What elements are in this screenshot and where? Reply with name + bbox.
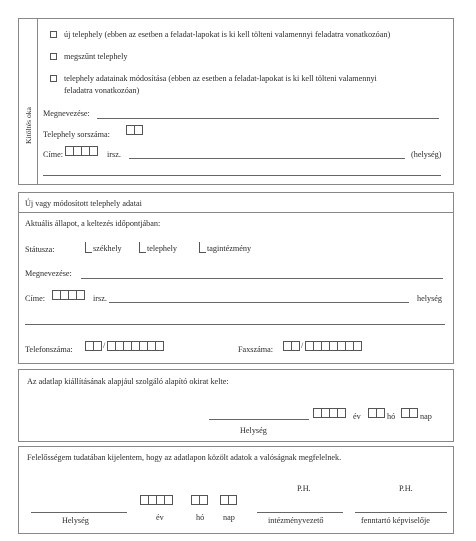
- checkbox-new-site[interactable]: [50, 31, 57, 38]
- fax-boxes[interactable]: /: [283, 341, 361, 351]
- state-line: Aktuális állapot, a keltezés időpontjában:: [25, 219, 161, 228]
- head-signature-field[interactable]: [257, 512, 343, 513]
- sign-city-field[interactable]: [31, 512, 127, 513]
- city-field-2[interactable]: [109, 302, 409, 303]
- declaration-text: Felelősségem tudatában kijelentem, hogy az adatlapon közölt adatok a valóságnak megfelelnek.: [27, 453, 342, 462]
- founding-month-label: hó: [387, 412, 396, 421]
- checkbox-closed-site[interactable]: [50, 53, 57, 60]
- side-label: Kitöltés oka: [24, 107, 33, 144]
- name-field[interactable]: [97, 118, 439, 119]
- status-hq-label: székhely: [93, 244, 122, 253]
- label-zip: irsz.: [107, 150, 121, 159]
- label-address: Címe:: [43, 150, 64, 159]
- label-status: Státusza:: [25, 245, 55, 254]
- sign-day-boxes[interactable]: [220, 495, 236, 505]
- option-modify-site-cont: feladatra vonatkozóan): [64, 86, 140, 95]
- founding-city-field[interactable]: [209, 419, 309, 420]
- side-column-divider: [37, 19, 38, 184]
- sign-day-label: nap: [223, 513, 235, 522]
- head-signature-label: intézményvezető: [268, 516, 324, 525]
- status-site[interactable]: [139, 242, 177, 253]
- sign-month-boxes[interactable]: [191, 495, 207, 505]
- sign-city-label: Helység: [62, 516, 89, 525]
- label-phone: Telefonszáma:: [25, 345, 73, 354]
- label-zip-2: irsz.: [93, 294, 107, 303]
- founding-year-label: év: [353, 412, 361, 421]
- status-member[interactable]: [199, 242, 251, 253]
- founding-title: Az adatlap kiállításának alapjául szolgáló alapító okirat kelte:: [27, 377, 229, 386]
- option-modify-site: telephely adatainak módosítása (ebben az esetben a feladat-lapokat is ki kell tölteni valamennyi: [64, 74, 377, 83]
- section-declaration: [18, 446, 454, 534]
- owner-signature-label: fenntartó képviselője: [361, 516, 430, 525]
- label-city-2: helység: [417, 294, 443, 303]
- founding-day-label: nap: [420, 412, 432, 421]
- label-city: (helység): [411, 150, 442, 159]
- title-divider: [19, 212, 453, 213]
- site-number-boxes[interactable]: [126, 125, 142, 135]
- city-field[interactable]: [129, 158, 405, 159]
- founding-day-boxes[interactable]: [401, 408, 417, 418]
- section-site-data: [18, 192, 454, 364]
- stamp-2: P.H.: [399, 484, 413, 493]
- zip-boxes-2[interactable]: [52, 290, 84, 300]
- address-field-2[interactable]: [43, 175, 441, 176]
- sign-year-label: év: [156, 513, 164, 522]
- founding-city-label: Helység: [240, 426, 267, 435]
- name-field-2[interactable]: [81, 278, 443, 279]
- label-address-2: Címe:: [25, 294, 46, 303]
- section-title: Új vagy módosított telephely adatai: [25, 199, 142, 208]
- option-closed-site: megszűnt telephely: [64, 52, 128, 61]
- checkbox-modify-site[interactable]: [50, 75, 57, 82]
- status-member-label: tagintézmény: [207, 244, 252, 253]
- section-founding-doc: [18, 369, 454, 442]
- stamp-1: P.H.: [297, 484, 311, 493]
- status-site-label: telephely: [147, 244, 178, 253]
- status-hq[interactable]: [85, 242, 122, 253]
- option-new-site: új telephely (ebben az esetben a feladat-lapokat is ki kell tölteni valamennyi feladatra vonatkozóan): [64, 30, 391, 39]
- sign-month-label: hó: [196, 513, 205, 522]
- label-name: Megnevezése:: [43, 109, 90, 118]
- owner-signature-field[interactable]: [355, 512, 447, 513]
- label-fax: Faxszáma:: [238, 345, 274, 354]
- section-reason: [18, 18, 454, 185]
- founding-year-boxes[interactable]: [313, 408, 345, 418]
- sign-year-boxes[interactable]: [140, 495, 172, 505]
- label-site-number: Telephely sorszáma:: [43, 130, 110, 139]
- founding-month-boxes[interactable]: [368, 408, 384, 418]
- address-field-3[interactable]: [25, 324, 445, 325]
- zip-boxes[interactable]: [65, 146, 97, 156]
- phone-boxes[interactable]: /: [85, 341, 163, 351]
- label-name-2: Megnevezése:: [25, 269, 72, 278]
